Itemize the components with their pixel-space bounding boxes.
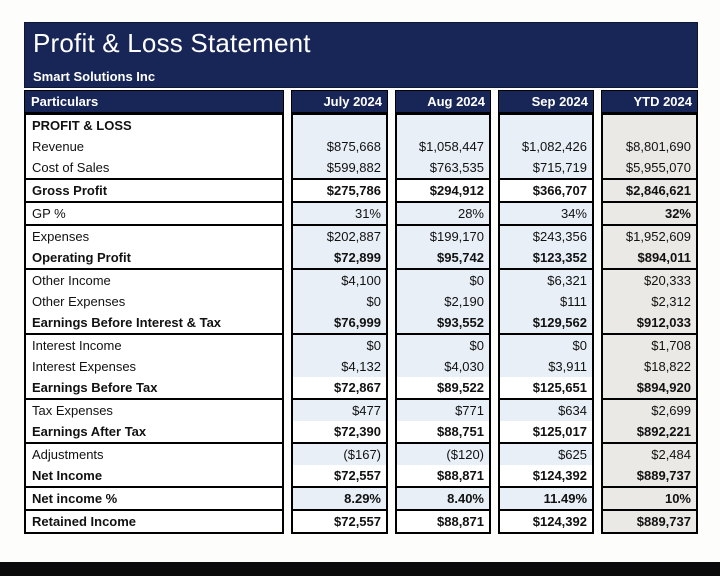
value-column-block <box>395 201 491 226</box>
month-value-cell: $72,867 <box>293 377 386 398</box>
month-value-cell: ($120) <box>397 444 489 465</box>
month-value-cell: $202,887 <box>293 226 386 247</box>
value-column-block <box>291 224 388 270</box>
value-column-block <box>291 268 388 335</box>
ytd-value-cell: $2,846,621 <box>603 180 696 201</box>
label-column-block <box>24 178 284 203</box>
label-column-block <box>24 201 284 226</box>
month-value-cell <box>293 115 386 136</box>
report-title-block <box>24 22 698 88</box>
ytd-value-cell: $2,699 <box>603 400 696 421</box>
month-value-cell: $275,786 <box>293 180 386 201</box>
month-value-cell: $129,562 <box>500 312 592 333</box>
month-value-cell: $125,017 <box>500 421 592 442</box>
value-column-block <box>291 398 388 444</box>
column-header-period: YTD 2024 <box>601 90 698 113</box>
month-value-cell: $72,557 <box>293 465 386 486</box>
ytd-value-cell: $20,333 <box>603 270 696 291</box>
month-value-cell: $6,321 <box>500 270 592 291</box>
label-column-block <box>24 442 284 488</box>
ytd-value-cell: $5,955,070 <box>603 157 696 178</box>
column-header-row <box>24 90 698 113</box>
row-label-cell: Cost of Sales <box>32 160 110 175</box>
value-column-block <box>395 486 491 511</box>
month-value-cell: $477 <box>293 400 386 421</box>
month-value-cell: ($167) <box>293 444 386 465</box>
month-value-cell: $123,352 <box>500 247 592 268</box>
month-value-cell: $771 <box>397 400 489 421</box>
ytd-value-cell: 10% <box>603 488 696 509</box>
row-group <box>24 268 698 335</box>
value-column-block <box>601 113 698 180</box>
row-label-cell: Retained Income <box>32 514 137 529</box>
month-value-cell: $2,190 <box>397 291 489 312</box>
month-value-cell: $88,751 <box>397 421 489 442</box>
row-label-cell: Expenses <box>32 229 90 244</box>
month-value-cell: $634 <box>500 400 592 421</box>
value-column-block <box>601 201 698 226</box>
month-value-cell <box>500 115 592 136</box>
row-label-cell: Adjustments <box>32 447 104 462</box>
month-value-cell: $72,899 <box>293 247 386 268</box>
month-value-cell: $72,390 <box>293 421 386 442</box>
month-value-cell: $93,552 <box>397 312 489 333</box>
ytd-value-cell: $912,033 <box>603 312 696 333</box>
row-group <box>24 509 698 534</box>
row-group <box>24 398 698 444</box>
month-value-cell: 8.40% <box>397 488 489 509</box>
label-column-block <box>24 398 284 444</box>
label-column-block <box>24 113 284 180</box>
month-value-cell: $0 <box>293 291 386 312</box>
month-value-cell: $1,082,426 <box>500 136 592 157</box>
month-value-cell: $0 <box>397 335 489 356</box>
month-value-cell: $875,668 <box>293 136 386 157</box>
value-column-block <box>395 224 491 270</box>
month-value-cell: $625 <box>500 444 592 465</box>
ytd-value-cell: $2,484 <box>603 444 696 465</box>
column-header-particulars: Particulars <box>24 90 284 113</box>
month-value-cell: $243,356 <box>500 226 592 247</box>
row-label-cell: Net Income <box>32 468 103 483</box>
month-value-cell: 8.29% <box>293 488 386 509</box>
label-column-block <box>24 268 284 335</box>
row-group <box>24 113 698 180</box>
label-column-block <box>24 333 284 400</box>
value-column-block <box>601 178 698 203</box>
row-label-cell: Other Expenses <box>32 294 126 309</box>
month-value-cell: $0 <box>397 270 489 291</box>
ytd-value-cell: $894,920 <box>603 377 696 398</box>
value-column-block <box>291 486 388 511</box>
row-label-cell: Interest Expenses <box>32 359 137 374</box>
month-value-cell: 28% <box>397 203 489 224</box>
value-column-block <box>498 398 594 444</box>
row-group <box>24 333 698 400</box>
value-column-block <box>601 486 698 511</box>
ytd-value-cell: $1,708 <box>603 335 696 356</box>
value-column-block <box>291 509 388 534</box>
value-column-block <box>498 268 594 335</box>
value-column-block <box>291 201 388 226</box>
ytd-value-cell: $889,737 <box>603 511 696 532</box>
label-column-block <box>24 486 284 511</box>
value-column-block <box>498 224 594 270</box>
month-value-cell: $4,030 <box>397 356 489 377</box>
value-column-block <box>395 398 491 444</box>
ytd-value-cell: $8,801,690 <box>603 136 696 157</box>
month-value-cell: $366,707 <box>500 180 592 201</box>
row-label-cell: Earnings Before Tax <box>32 380 158 395</box>
value-column-block <box>498 486 594 511</box>
month-value-cell: $124,392 <box>500 511 592 532</box>
ytd-value-cell: 32% <box>603 203 696 224</box>
value-column-block <box>291 333 388 400</box>
value-column-block <box>395 442 491 488</box>
row-label-cell: GP % <box>32 206 66 221</box>
ytd-value-cell: $18,822 <box>603 356 696 377</box>
page-title: Profit & Loss Statement <box>33 28 311 58</box>
value-column-block <box>601 442 698 488</box>
row-label-cell: Earnings Before Interest & Tax <box>32 315 222 330</box>
month-value-cell: $95,742 <box>397 247 489 268</box>
month-value-cell: $88,871 <box>397 511 489 532</box>
month-value-cell: $76,999 <box>293 312 386 333</box>
month-value-cell: $599,882 <box>293 157 386 178</box>
month-value-cell: 11.49% <box>500 488 592 509</box>
column-header-period: Sep 2024 <box>498 90 594 113</box>
month-value-cell: $88,871 <box>397 465 489 486</box>
value-column-block <box>601 398 698 444</box>
value-column-block <box>291 113 388 180</box>
value-column-block <box>498 113 594 180</box>
month-value-cell: 31% <box>293 203 386 224</box>
label-column-block <box>24 224 284 270</box>
month-value-cell: $72,557 <box>293 511 386 532</box>
month-value-cell: $0 <box>293 335 386 356</box>
month-value-cell: $763,535 <box>397 157 489 178</box>
value-column-block <box>395 333 491 400</box>
month-value-cell: $111 <box>500 291 592 312</box>
value-column-block <box>498 201 594 226</box>
row-group <box>24 224 698 270</box>
month-value-cell: $715,719 <box>500 157 592 178</box>
ytd-value-cell: $894,011 <box>603 247 696 268</box>
value-column-block <box>291 178 388 203</box>
value-column-block <box>498 333 594 400</box>
value-column-block <box>395 268 491 335</box>
row-label-cell: Earnings After Tax <box>32 424 147 439</box>
value-column-block <box>395 113 491 180</box>
company-name: Smart Solutions Inc <box>33 69 156 84</box>
month-value-cell: $3,911 <box>500 356 592 377</box>
row-label-cell: Revenue <box>32 139 85 154</box>
month-value-cell: $199,170 <box>397 226 489 247</box>
month-value-cell: $89,522 <box>397 377 489 398</box>
statement-table-body <box>24 113 698 534</box>
value-column-block <box>601 224 698 270</box>
ytd-value-cell: $892,221 <box>603 421 696 442</box>
row-group <box>24 201 698 226</box>
value-column-block <box>395 178 491 203</box>
month-value-cell: 34% <box>500 203 592 224</box>
month-value-cell <box>397 115 489 136</box>
value-column-block <box>498 509 594 534</box>
value-column-block <box>601 268 698 335</box>
value-column-block <box>498 442 594 488</box>
value-column-block <box>601 509 698 534</box>
column-header-period: Aug 2024 <box>395 90 491 113</box>
month-value-cell: $1,058,447 <box>397 136 489 157</box>
ytd-value-cell: $889,737 <box>603 465 696 486</box>
month-value-cell: $4,100 <box>293 270 386 291</box>
row-group <box>24 178 698 203</box>
value-column-block <box>395 509 491 534</box>
month-value-cell: $125,651 <box>500 377 592 398</box>
row-label-cell: Interest Income <box>32 338 122 353</box>
row-label-cell: Tax Expenses <box>32 403 113 418</box>
row-label-cell: Net income % <box>32 491 118 506</box>
row-label-cell: Gross Profit <box>32 183 108 198</box>
value-column-block <box>291 442 388 488</box>
month-value-cell: $4,132 <box>293 356 386 377</box>
ytd-value-cell <box>603 115 696 136</box>
row-label-cell: PROFIT & LOSS <box>32 118 132 133</box>
column-header-period: July 2024 <box>291 90 388 113</box>
month-value-cell: $0 <box>500 335 592 356</box>
row-label-cell: Other Income <box>32 273 111 288</box>
value-column-block <box>601 333 698 400</box>
row-group <box>24 442 698 488</box>
ytd-value-cell: $2,312 <box>603 291 696 312</box>
month-value-cell: $124,392 <box>500 465 592 486</box>
label-column-block <box>24 509 284 534</box>
bottom-letterbox-bar <box>0 562 720 576</box>
row-group <box>24 486 698 511</box>
value-column-block <box>498 178 594 203</box>
month-value-cell: $294,912 <box>397 180 489 201</box>
ytd-value-cell: $1,952,609 <box>603 226 696 247</box>
row-label-cell: Operating Profit <box>32 250 131 265</box>
